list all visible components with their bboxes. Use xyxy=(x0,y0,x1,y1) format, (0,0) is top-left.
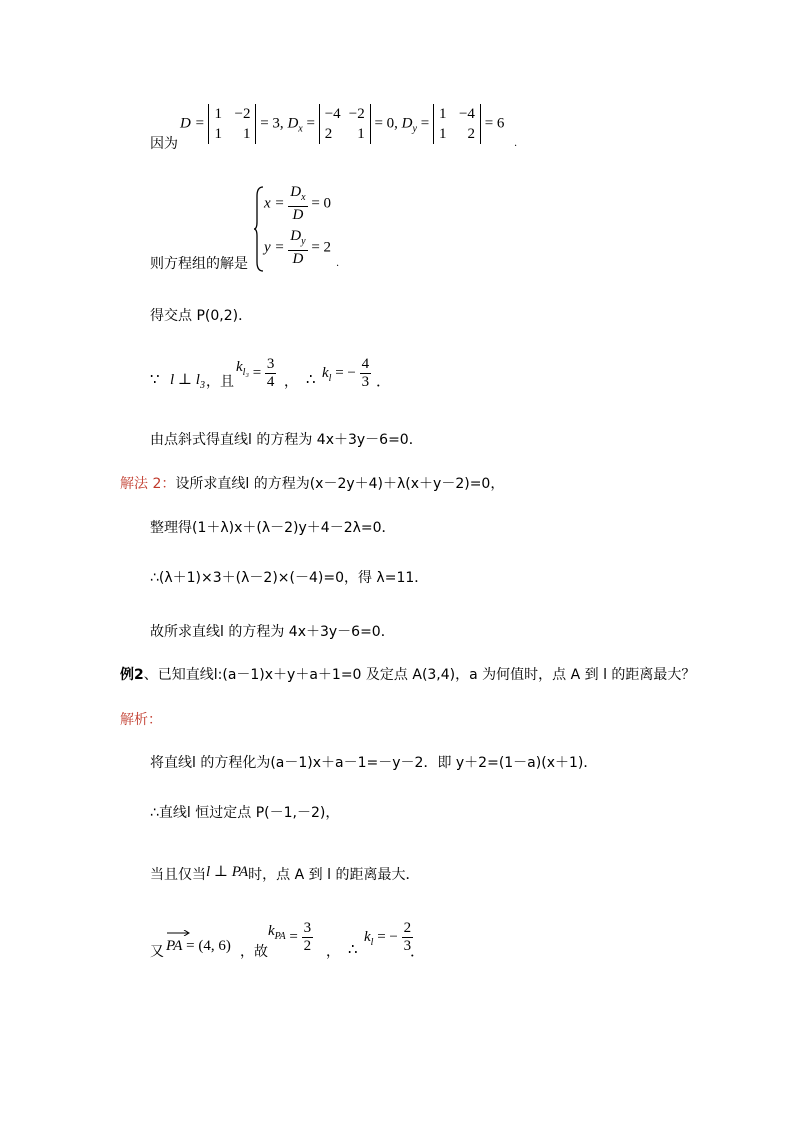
method-2-label: 解法 2： xyxy=(120,476,176,492)
perp-expr xyxy=(170,370,205,396)
Dx-r1c2: −2 xyxy=(348,106,365,122)
kl2-label: k xyxy=(364,928,371,945)
det-expression xyxy=(180,104,504,144)
kl2-num: 2 xyxy=(403,920,412,936)
therefore-text: ，故 xyxy=(240,944,268,960)
kl-den: 3 xyxy=(361,374,370,390)
Dx-eq: = xyxy=(306,115,315,132)
end-period-2: ． xyxy=(410,944,426,960)
vector-arrow-icon xyxy=(166,930,190,936)
therefore-symbol: ∴ xyxy=(306,372,316,388)
example-2-text: 、已知直线l:(a－1)x＋y＋a＋1=0 及定点 A(3,4)，a 为何值时，点 A 到 l 的距离最大？ xyxy=(143,667,696,683)
because-symbol: ∵ xyxy=(150,372,160,388)
x-fraction xyxy=(288,184,307,224)
kl-fraction xyxy=(360,356,372,391)
Dy-r1c2: −4 xyxy=(458,106,475,122)
det-prefix: 因为 xyxy=(150,136,178,152)
y-num-sub: y xyxy=(301,236,306,247)
y-num: D xyxy=(290,228,302,244)
Dy-value: = 6 xyxy=(484,115,505,132)
D-r2c2: 1 xyxy=(242,126,251,142)
vector-expr xyxy=(166,936,231,956)
k-num: 3 xyxy=(266,356,275,372)
x-solution xyxy=(264,184,331,224)
k-PA-expr xyxy=(268,920,313,955)
Dx-sub: x xyxy=(298,123,303,135)
x-den: D xyxy=(292,207,304,223)
Dy-sub: y xyxy=(412,123,417,135)
comma-2: ， xyxy=(326,944,340,960)
therefore-symbol-2: ∴ xyxy=(348,942,358,958)
x-num-sub: x xyxy=(301,192,306,203)
example-2-line xyxy=(120,665,695,685)
point-slope-result: 由点斜式得直线l 的方程为 4x＋3y－6=0． xyxy=(150,432,423,448)
Dy-matrix xyxy=(433,104,481,144)
method-2-text: 设所求直线l 的方程为(x－2y＋4)＋λ(x＋y－2)=0， xyxy=(175,476,505,492)
Dy-r2c2: 2 xyxy=(467,126,475,142)
fixed-point-line: ∴直线l 恒过定点 P(－1,－2)， xyxy=(150,805,340,821)
result-line: 故所求直线l 的方程为 4x＋3y－6=0． xyxy=(150,624,395,640)
method-2-line xyxy=(120,474,504,494)
Dy-r1c1: 1 xyxy=(438,106,447,122)
Dx-r2c1: 2 xyxy=(324,126,333,142)
kl-label: k xyxy=(322,364,329,381)
intersection-point: 得交点 P(0,2)． xyxy=(150,308,253,324)
k-label: k xyxy=(236,358,243,375)
D-matrix xyxy=(208,104,256,144)
kl2-eq: = − xyxy=(377,928,398,945)
kl2-sub: l xyxy=(370,936,374,948)
Dy-label: D xyxy=(401,115,413,132)
comma: ， xyxy=(284,374,298,390)
transform-line: 将直线l 的方程化为(a－1)x＋a－1=－y－2．即 y＋2=(1－a)(x＋1)． xyxy=(150,755,598,771)
vector-value: = (4, 6) xyxy=(186,938,231,954)
k-l-expr xyxy=(322,356,371,391)
kPA-fraction xyxy=(302,920,314,955)
Dx-value: = 0, xyxy=(374,115,398,132)
lambda-line: ∴(λ＋1)×3＋(λ－2)×(－4)=0，得 λ=11． xyxy=(150,570,429,586)
det-suffix: . xyxy=(514,138,518,149)
k-eq: = xyxy=(252,364,262,381)
Dx-matrix xyxy=(319,104,371,144)
condition-line xyxy=(150,862,419,885)
condition-math: l ⊥ PA xyxy=(206,864,249,880)
Dy-r2c1: 1 xyxy=(438,126,447,142)
kPA-den: 2 xyxy=(303,938,312,954)
and-text: ，且 xyxy=(206,374,234,390)
k-l3-expr xyxy=(236,356,276,391)
also-text: 又 xyxy=(150,944,164,960)
solution-prefix: 则方程组的解是 xyxy=(150,256,248,272)
left-brace xyxy=(254,186,264,272)
D-r1c2: −2 xyxy=(234,106,251,122)
D-r2c1: 1 xyxy=(214,126,222,142)
example-2-label: 例2 xyxy=(120,667,144,683)
condition-prefix: 当且仅当 xyxy=(150,867,206,883)
solution-suffix: . xyxy=(336,258,340,269)
simplify-line: 整理得(1＋λ)x＋(λ－2)y＋4－2λ=0． xyxy=(150,520,396,536)
analysis-label: 解析： xyxy=(120,712,162,728)
kPA-num: 3 xyxy=(303,920,312,936)
kl2-den: 3 xyxy=(403,938,412,954)
vector-label: PA xyxy=(166,938,183,954)
kl-eq: = − xyxy=(335,364,356,381)
end-period: ． xyxy=(376,374,392,390)
y-fraction xyxy=(288,228,307,268)
Dy-eq: = xyxy=(420,115,430,132)
y-value: = 2 xyxy=(311,239,332,256)
D-label: D = xyxy=(180,115,205,132)
vector-PA xyxy=(166,936,182,956)
y-lhs: y = xyxy=(264,239,285,256)
kl-sub: l xyxy=(328,372,332,384)
perp-text: l ⊥ l xyxy=(170,372,200,388)
y-solution xyxy=(264,228,331,268)
kPA-label: k xyxy=(268,922,275,939)
condition-suffix: 时，点 A 到 l 的距离最大． xyxy=(248,867,420,883)
k-l-expr-2 xyxy=(364,920,413,955)
x-value: = 0 xyxy=(311,195,332,212)
D-value: = 3, xyxy=(260,115,284,132)
kl-num: 4 xyxy=(361,356,370,372)
Dx-r1c1: −4 xyxy=(324,106,341,122)
kPA-sub: PA xyxy=(274,930,286,942)
k-fraction xyxy=(265,356,277,391)
perp-sub: 3 xyxy=(199,380,205,391)
y-den: D xyxy=(292,251,304,267)
k-sub: l₃ xyxy=(242,366,249,378)
Dx-label: D xyxy=(287,115,299,132)
k-den: 4 xyxy=(266,374,275,390)
D-r1c1: 1 xyxy=(214,106,222,122)
x-num: D xyxy=(290,184,302,200)
kPA-eq: = xyxy=(289,928,298,945)
x-lhs: x = xyxy=(264,195,285,212)
Dx-r2c2: 1 xyxy=(357,126,365,142)
